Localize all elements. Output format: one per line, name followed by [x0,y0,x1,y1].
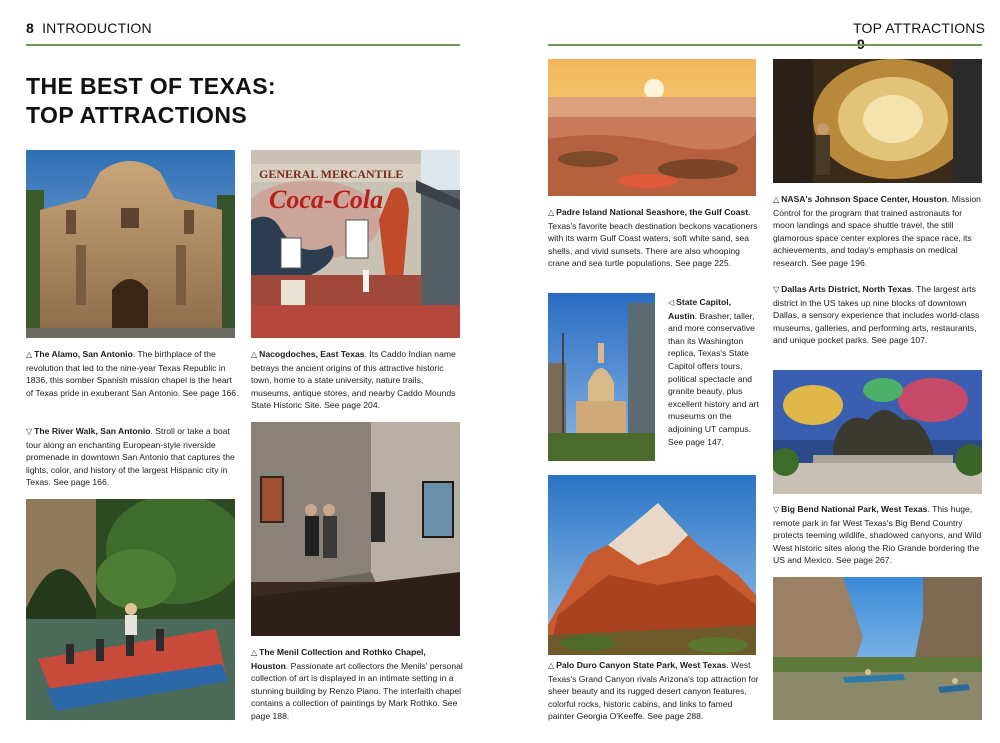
menil-caption [251,646,464,723]
triangle-down-icon: ▽ [773,285,780,294]
triangle-up-icon: △ [773,195,780,204]
triangle-up-icon: △ [251,648,258,657]
nacogdoches-caption [251,348,464,412]
palo-duro-caption-text: . West Texas's Grand Canyon rivals Arizona's top attraction for sheer beauty and its rugged desert canyon features, colorful rocks, historic cabins, and links to famed painter Georgia O'Keeffe. See page 288. [548,660,759,722]
page-title-line-2: TOP ATTRACTIONS [26,102,248,128]
left-page-number: 8 [26,20,34,36]
big-bend-photo [773,577,982,720]
nasa-photo [773,59,982,183]
triangle-up-icon: △ [548,208,555,217]
dallas-caption-text: . The largest arts district in the US takes up nine blocks of downtown Dallas, a sensory experience that includes world-class museums, galleries, and performing arts, restaurants, and unique pocket parks. See page 107. [773,284,980,346]
left-header-rule [26,44,460,46]
triangle-up-icon: △ [251,350,258,359]
mural-logo-text: Coca-Cola [269,185,384,214]
mural-sign-text: GENERAL MERCANTILE [259,167,404,181]
dallas-arts-photo [773,370,982,494]
nasa-caption-text: . Mission Control for the program that trained astronauts for moon landings and space shuttle travel, the still glamorous space center explores the space race, its achievements, and today's emphasis on medical research. See page 196. [773,194,981,268]
riverwalk-caption [26,425,239,489]
left-page-header [26,20,152,36]
big-bend-caption-title: Big Bend National Park, West Texas [781,504,928,514]
right-section-title: TOP ATTRACTIONS [853,20,986,36]
page-title-line-1: THE BEST OF TEXAS: [26,73,276,99]
palo-duro-caption-title: Palo Duro Canyon State Park, West Texas [556,660,727,670]
riverwalk-caption-title: The River Walk, San Antonio [34,426,151,436]
dallas-caption-title: Dallas Arts District, North Texas [781,284,912,294]
padre-island-caption-title: Padre Island National Seashore, the Gulf Coast [556,207,749,217]
riverwalk-caption-text: . Stroll or take a boat tour along an enchanting European-style riverside promenade in downtown San Antonio that captures the lights, color, and history of the largest Hispanic city in Texas. See page 166. [26,426,235,488]
big-bend-caption [773,503,986,567]
capitol-caption [668,296,760,448]
big-bend-caption-text: . This huge, remote park in far West Texas's Big Bend Country protects teeming wildlife, shadowed canyons, and Wild West historic sites along the Rio Grande bordering the US and Mexico. See page 267. [773,504,982,566]
alamo-photo [26,150,235,338]
nacogdoches-photo [251,150,460,338]
padre-island-caption [548,206,761,270]
nacogdoches-caption-text: . Its Caddo Indian name betrays the ancient origins of this attractive historic town, home to a state university, nature trails, museums, antique stores, and nearby Caddo Mounds State Historic Site. See page 204. [251,349,456,411]
nacogdoches-caption-title: Nacogdoches, East Texas [259,349,365,359]
padre-island-photo [548,59,756,196]
capitol-photo [548,293,655,461]
padre-island-caption-text: . Texas's favorite beach destination beckons vacationers with its warm Gulf Coast waters, soft white sand, sea shells, and vivid sunsets. There are also whooping crane and sea turtle populations. See page 225. [548,207,758,269]
right-header-rule [548,44,982,46]
alamo-caption-text: . The birthplace of the revolution that led to the nine-year Texas Republic in 1836, this somber Spanish mission chapel is the heart of Texas pride in exuberant San Antonio. See page 166. [26,349,239,398]
riverwalk-photo [26,499,235,720]
menil-caption-text: . Passionate art collectors the Menils' personal collection of art is displayed in an intimate setting in a stunning building by Renzo Piano. The interfaith chapel contains a collection of paintings by Mark Rothko. See page 188. [251,660,463,721]
triangle-down-icon: ▽ [773,505,780,514]
nasa-caption [773,193,986,270]
palo-duro-photo [548,475,756,655]
dallas-caption [773,283,986,347]
palo-duro-caption [548,659,761,723]
triangle-up-icon: △ [26,350,33,359]
nasa-caption-title: NASA's Johnson Space Center, Houston [781,194,947,204]
menil-caption-title: The Menil Collection and Rothko Chapel, Houston [251,647,426,671]
alamo-caption [26,348,239,399]
page-title [26,72,446,130]
left-section-title: INTRODUCTION [42,20,152,36]
alamo-caption-title: The Alamo, San Antonio [34,349,133,359]
capitol-caption-title: State Capitol, Austin [668,297,732,321]
menil-photo [251,422,460,636]
triangle-left-icon: ◁ [668,298,675,307]
triangle-down-icon: ▽ [26,427,33,436]
triangle-up-icon: △ [548,661,555,670]
capitol-caption-text: . Brasher, taller, and more conservative than its Washington replica, Texas's State Capitol offers tours, political spectacle and granite beauty, plus excellent history and art museums on the adjoining UT campus. See page 147. [668,310,759,447]
right-page-header [853,20,1000,52]
